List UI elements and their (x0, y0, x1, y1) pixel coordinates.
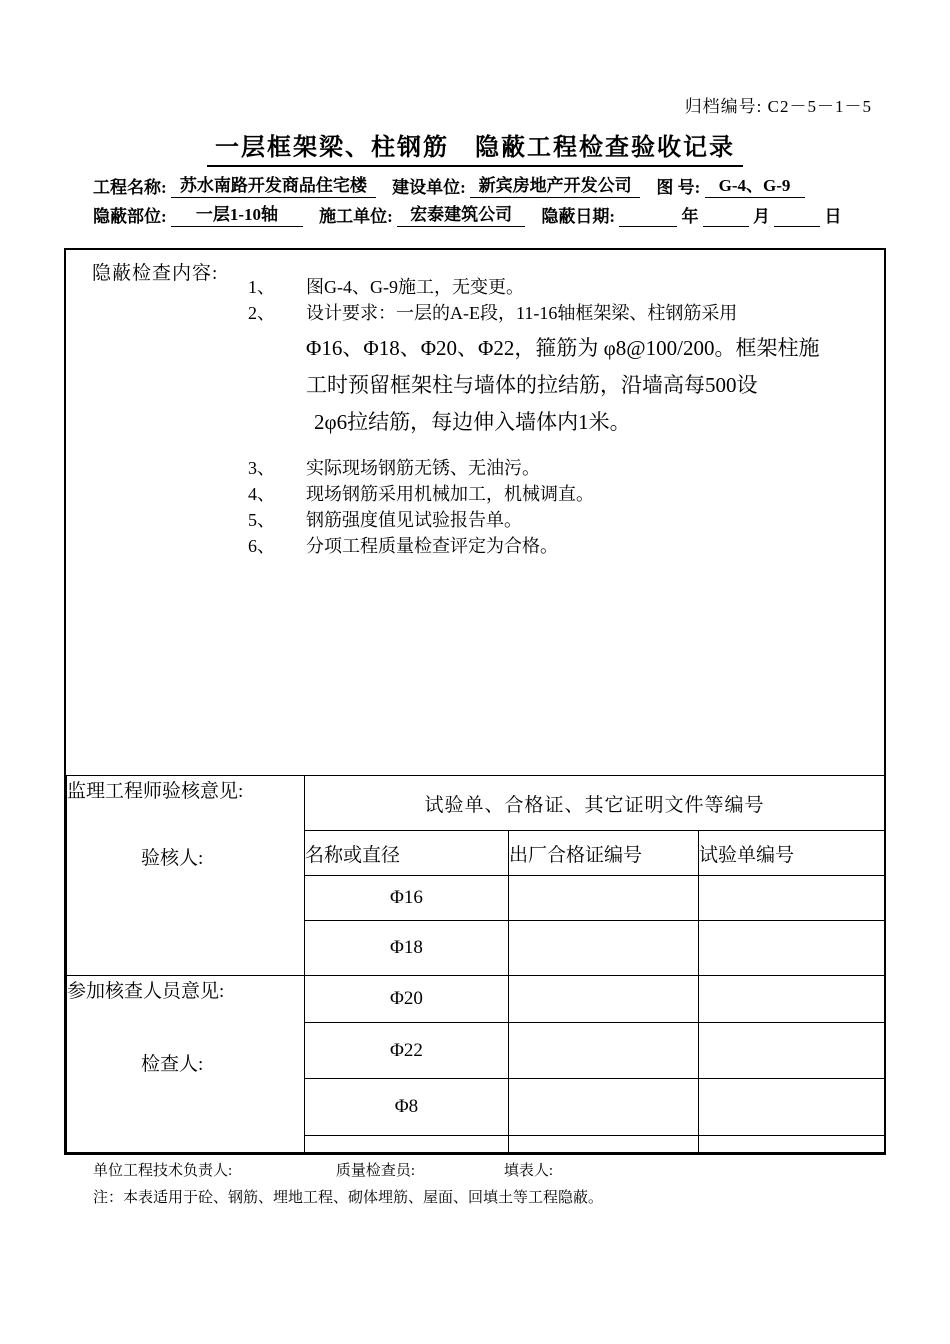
empty-cell (509, 1079, 699, 1136)
item-number: 2、 (248, 303, 275, 323)
item-text: 实际现场钢筋无锈、无油污。 (306, 458, 540, 478)
concealed-date-label: 隐蔽日期: (541, 207, 616, 226)
inspection-content-section (66, 250, 884, 775)
builder-value: 新宾房地产开发公司 (470, 171, 640, 198)
item-text: 钢筋强度值见试验报告单。 (306, 510, 522, 530)
year-label: 年 (681, 207, 699, 226)
participant-opinion-cell (67, 976, 305, 1153)
list-item (248, 507, 868, 533)
builder-label: 建设单位: (392, 178, 466, 197)
empty-cell (509, 921, 699, 976)
item-number: 5、 (248, 510, 275, 530)
empty-cell (699, 876, 885, 921)
verifier-label: 验核人: (141, 848, 204, 869)
page-title: 一层框架梁、柱钢筋 隐蔽工程检查验收记录 (207, 127, 743, 167)
item-text-continued: 工时预留框架柱与墙体的拉结筋，沿墙高每500设 (306, 373, 758, 397)
project-name-label: 工程名称: (93, 178, 167, 197)
inspector-label: 检查人: (141, 1054, 204, 1075)
empty-cell (699, 1023, 885, 1079)
month-label: 月 (753, 207, 771, 226)
item-text: 设计要求：一层的A-E段，11-16轴框架梁、柱钢筋采用 (306, 303, 738, 323)
column-header-test-no: 试验单编号 (699, 831, 885, 876)
concealed-part-label: 隐蔽部位: (93, 207, 167, 226)
diameter-value: Φ8 (305, 1079, 509, 1136)
certificates-header: 试验单、合格证、其它证明文件等编号 (305, 776, 885, 831)
empty-cell (509, 876, 699, 921)
supervisor-opinion-cell (67, 776, 305, 976)
participant-opinion-label: 参加核查人员意见: (67, 981, 225, 1002)
record-box (64, 248, 886, 1155)
empty-cell (509, 1023, 699, 1079)
empty-cell (509, 976, 699, 1023)
empty-cell (699, 1079, 885, 1136)
inspection-content-heading: 隐蔽检查内容: (92, 263, 219, 284)
table-row (67, 976, 885, 1023)
item-number: 3、 (248, 458, 275, 478)
date-month-blank (703, 209, 749, 227)
day-label: 日 (824, 207, 842, 226)
archive-number: 归档编号: C2－5－1－5 (684, 97, 872, 116)
list-item (248, 481, 868, 507)
quality-inspector-label: 质量检查员: (335, 1163, 416, 1179)
list-item (248, 455, 868, 481)
header-line-2 (93, 200, 842, 227)
item-text-continued: Φ16、Φ18、Φ20、Φ22，箍筋为 φ8@100/200。框架柱施 (306, 336, 820, 360)
drawing-no-value: G-4、G-9 (705, 171, 805, 198)
applicability-note: 注：本表适用于砼、钢筋、埋地工程、砌体埋筋、屋面、回填土等工程隐蔽。 (93, 1190, 604, 1206)
constructor-label: 施工单位: (319, 207, 393, 226)
list-item (248, 300, 868, 326)
list-item (248, 274, 868, 300)
title-row (0, 127, 950, 167)
concealed-part-value: 一层1-10轴 (171, 200, 303, 227)
diameter-value (305, 1136, 509, 1153)
drawing-no-label: 图 号: (656, 178, 701, 197)
header-line-1 (93, 171, 805, 198)
verification-table (66, 775, 885, 1153)
diameter-value: Φ18 (305, 921, 509, 976)
supervisor-opinion-label: 监理工程师验核意见: (67, 781, 244, 802)
column-header-cert-no: 出厂合格证编号 (509, 831, 699, 876)
diameter-value: Φ22 (305, 1023, 509, 1079)
project-name-value: 苏水南路开发商品住宅楼 (171, 171, 376, 198)
diameter-value: Φ16 (305, 876, 509, 921)
signature-line (93, 1159, 553, 1180)
form-filler-label: 填表人: (503, 1163, 554, 1179)
inspection-items (248, 274, 868, 559)
tech-lead-label: 单位工程技术负责人: (93, 1163, 233, 1179)
column-header-diameter: 名称或直径 (305, 831, 509, 876)
empty-cell (699, 976, 885, 1023)
item-text: 图G-4、G-9施工，无变更。 (306, 277, 524, 297)
item-number: 6、 (248, 536, 275, 556)
date-day-blank (774, 209, 820, 227)
item-text: 现场钢筋采用机械加工，机械调直。 (306, 484, 594, 504)
empty-cell (699, 1136, 885, 1153)
diameter-value: Φ20 (305, 976, 509, 1023)
list-item (248, 533, 868, 559)
constructor-value: 宏泰建筑公司 (397, 200, 525, 227)
date-year-blank (619, 209, 677, 227)
item-text: 分项工程质量检查评定为合格。 (306, 536, 558, 556)
item-number: 1、 (248, 277, 275, 297)
empty-cell (699, 921, 885, 976)
empty-cell (509, 1136, 699, 1153)
item-number: 4、 (248, 484, 275, 504)
item-text-continued: 2φ6拉结筋，每边伸入墙体内1米。 (314, 410, 631, 434)
